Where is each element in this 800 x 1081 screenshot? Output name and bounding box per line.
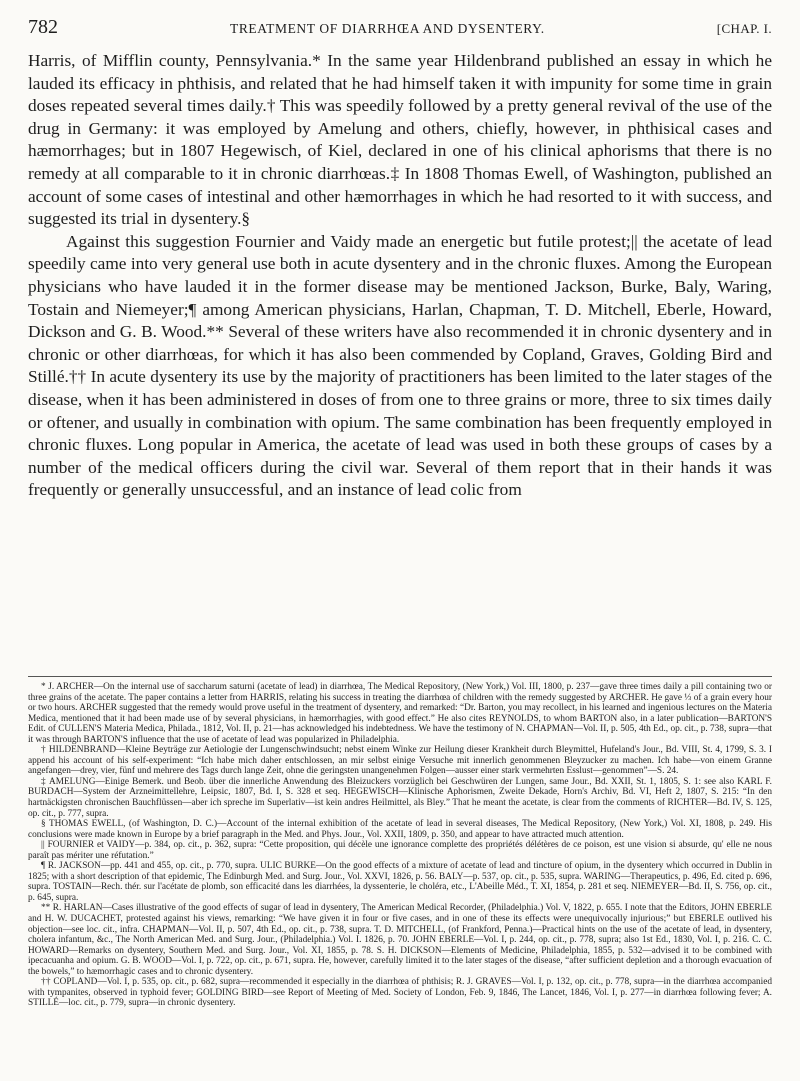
footnote: ‡ AMELUNG—Einige Bemerk. und Beob. über die innerliche Anwendung des Bleizuckers vorzüglich bei Geschwüren der Lungen, same Jour., Bd. XXII, St. 1, 1805, S. 1: see also KARL F. BURDACH—System der Arzneimittellehre, Leipsic, 1807, Bd. I, S. 328 et seq. HEGEWISCH—Klinische Aphorismen, Zweite Dekade, Horn's Archiv, Bd. VI, Heft 2, 1807, S. 215: “In den hartnäckigsten chronischen Bauchflüssen—aber ich spreche im Superlativ—ist kein andres Heilmittel, als Bley.” That he meant the acetate, is clear from the comments of RICHTER—Bd. IV, S. 125, op. cit., p. 777, supra. — [28, 776, 772, 819]
chapter-label: [CHAP. I. — [716, 21, 772, 36]
body-text — [28, 50, 772, 502]
footnote: ** R. HARLAN—Cases illustrative of the good effects of sugar of lead in dysentery, The American Medical Recorder, (Philadelphia.) Vol. V, 1822, p. 655. I note that the Editors, JOHN EBERLE and H. W. DUCACHET, protested against his views, remarking: “We have given it in four or five cases, and in one of these its effects were unequivocally injurious;” but EBERLE outlived his objection—see loc. cit., infra. CHAPMAN—Vol. II, p. 507, 4th Ed., op. cit., p. 738, supra. T. D. MITCHELL, (of Frankford, Penna.)—Practical hints on the use of the acetate of lead, in dysentery, cholera infantum, &c., The North American Med. and Surg. Jour., (Philadelphia.) Vol. I. 1826, p. 70. JOHN EBERLE—Vol. I, p. 244, op. cit., p. 778, supra; also 1st Ed., 1830, Vol. I, p. 216. C. C. HOWARD—Remarks on dysentery, Southern Med. and Surg. Jour., Vol. XI, 1855, p. 78. S. H. DICKSON—Elements of Medicine, Philadelphia, 1855, p. 532—advised it to be combined with ipecacuanha and opium. G. B. WOOD—Vol. I, p. 722, op. cit., p. 671, supra. He, however, carefully limited it to the later stages of the disease, “after sufficient depletion and a thorough evacuation of the bowels,” to hæmorrhagic cases and to chronic dysentery. — [28, 903, 772, 977]
footnote: ¶ R. JACKSON—pp. 441 and 455, op. cit., p. 770, supra. ULIC BURKE—On the good effects of a mixture of acetate of lead and tincture of opium, in the dysentery which occurred in Dublin in 1825; with a short description of that epidemic, The Edinburgh Med. and Surg. Jour., Vol. XXVI, 1826, p. 56. BALY—p. 537, op. cit., p. 535, supra. WARING—Therapeutics, p. 496, Ed. cited p. 696, supra. TOSTAIN—Rech. thér. sur l'acétate de plomb, son efficacité dans les diarrhées, la dyssenterie, le choléra, etc., L'Abeille Méd., T. XI, 1854, p. 281 et seq. NIEMEYER—Bd. II, S. 756, op. cit., p. 645, supra. — [28, 861, 772, 903]
footnote-divider — [28, 676, 772, 677]
footnote: || FOURNIER et VAIDY—p. 384, op. cit., p. 362, supra: “Cette proposition, qui décèle une ignorance complette des propriétés délétères de ce poison, est une vision si absurde, qu' elle ne nous paraît pas mériter une réfutation.” — [28, 840, 772, 861]
body-paragraph: Against this suggestion Fournier and Vaidy made an energetic but futile protest;|| the acetate of lead speedily came into very general use both in acute dysentery and in the chronic fluxes. Among the European physicians who have lauded it in the former disease may be mentioned Jackson, Burke, Baly, Waring, Tostain and Niemeyer;¶ among American physicians, Harlan, Chapman, T. D. Mitchell, Eberle, Howard, Dickson and G. B. Wood.** Several of these writers have also recommended it in chronic dysentery and in chronic or other diarrhœas, for which it has also been commended by Copland, Graves, Golding Bird and Stillé.†† In acute dysentery its use by the majority of practitioners has been limited to the later stages of the disease, when it has been administered in doses of from one to three grains or more, three to six times daily or oftener, and usually in combination with opium. The same combination has been frequently employed in chronic fluxes. Long popular in America, the acetate of lead was used in both these groups of cases by a number of the medical officers during the civil war. Several of them report that in their hands it was frequently or generally unsuccessful, and an instance of lead colic from — [28, 231, 772, 500]
footnote: †† COPLAND—Vol. I, p. 535, op. cit., p. 682, supra—recommended it especially in the diarrhœa of phthisis; R. J. GRAVES—Vol. I, p. 132, op. cit., p. 778, supra—in the diarrhœa accompanied with tympanites, observed in typhoid fever; GOLDING BIRD—see Report of Meeting of Med. Society of London, Feb. 9, 1846, The Lancet, 1846, Vol. I, p. 277—in diarrhœa following fever; A. STILLÉ—loc. cit., p. 779, supra—in chronic dysentery. — [28, 977, 772, 1009]
body-paragraph: Harris, of Mifflin county, Pennsylvania.* In the same year Hildenbrand published an essay in which he lauded its efficacy in phthisis, and related that he had himself taken it with impunity for some time in grain doses repeated several times daily.† This was speedily followed by a pretty general revival of the use of the drug in Germany: it was employed by Amelung and others, chiefly, however, in phthisical cases and hæmorrhages; but in 1807 Hegewisch, of Kiel, declared in one of his clinical aphorisms that there is no remedy at all comparable to it in chronic diarrhœas.‡ In 1808 Thomas Ewell, of Washington, published an account of some cases of intestinal and other hæmorrhages in which he had resorted to it with success, and suggested its trial in dysentery.§ — [28, 51, 772, 229]
footnote: § THOMAS EWELL, (of Washington, D. C.)—Account of the internal exhibition of the acetate of lead in several diseases, The Medical Repository, (New York,) Vol. XI, 1808, p. 249. His conclusions were made known in Europe by a brief paragraph in the Med. and Phys. Jour., Vol. XXII, 1809, p. 350, and appear to have attracted much attention. — [28, 819, 772, 840]
footnotes — [28, 682, 772, 1009]
footnote: * J. ARCHER—On the internal use of saccharum saturni (acetate of lead) in diarrhœa, The Medical Repository, (New York,) Vol. III, 1800, p. 237—gave three times daily a pill containing two or three grains of the acetate. The paper contains a letter from HARRIS, relating his success in treating the diarrhœa of children with the remedy suggested by ARCHER. He gave ⅓ of a grain every hour or two hours. ARCHER suggested that the remedy would prove useful in the treatment of dysentery, and remarked: “Dr. Barton, you may recollect, in his learned and ingenious lectures on the Materia Medica, mentioned that it had been made use of by several physicians, in hæmorrhagies, with good effect.” He also cites REYNOLDS, to whom BARTON also, in a later publication—BARTON'S Edit. of CULLEN'S Materia Medica, Philada., 1812, Vol. II, p. 21—has acknowledged his indebtedness. We have the testimony of N. CHAPMAN—Vol. II, p. 505, 4th Ed., op. cit., p. 738, supra—that it was through BARTON'S influence that the use of acetate of lead was popularized in Philadelphia. — [28, 682, 772, 745]
footnote: † HILDENBRAND—Kleine Beyträge zur Aetiologie der Lungenschwindsucht; nebst einem Winke zur Heilung dieser Krankheit durch Bleymittel, Hufeland's Jour., Bd. VIII, St. 4, 1799, S. 3. I append his account of his self-experiment: “Ich habe mich daher entschlossen, an mir selbst einige Versuche mit innerlich genommenen Bleyzucker zu machen. Ich habe—von einem Granne angefangen—drey, vier, fünf und mehrere des Tags durch lange Zeit, ohne die geringsten unangenehmen Folgen—ausser einer stark vermehrten Esslust—genommen”—S. 24. — [28, 745, 772, 777]
running-header — [28, 16, 772, 38]
page-number: 782 — [28, 16, 58, 38]
running-title: TREATMENT OF DIARRHŒA AND DYSENTERY. — [229, 21, 545, 36]
